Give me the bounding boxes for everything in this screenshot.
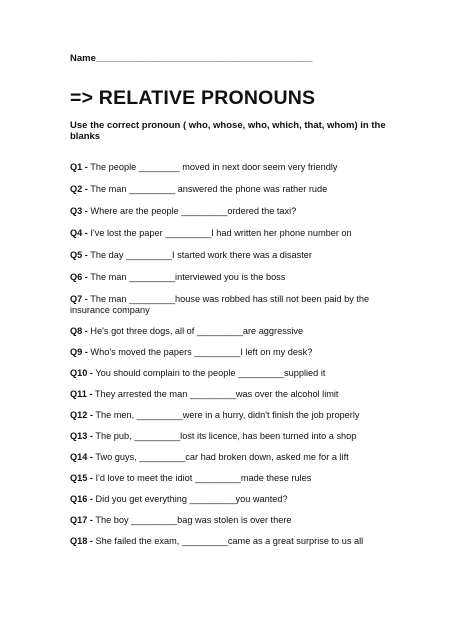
- question-item: [70, 184, 410, 195]
- question-number: Q5 -: [70, 250, 88, 260]
- question-text: I'd love to meet the idiot _________made these rules: [92, 473, 312, 483]
- question-text: The men, _________were in a hurry, didn't finish the job properly: [92, 410, 360, 420]
- question-item: [70, 294, 410, 316]
- question-text: They arrested the man _________was over the alcohol limit: [92, 389, 339, 399]
- question-text: You should complain to the people _________supplied it: [92, 368, 326, 378]
- question-text: He's got three dogs, all of _________are aggressive: [87, 326, 304, 336]
- question-item: [70, 206, 410, 217]
- question-list: [70, 162, 410, 547]
- question-text: The man _________interviewed you is the boss: [87, 272, 286, 282]
- question-number: Q17 -: [70, 515, 93, 525]
- question-item: [70, 272, 410, 283]
- question-number: Q18 -: [70, 536, 93, 546]
- question-item: [70, 162, 410, 173]
- question-number: Q2 -: [70, 184, 88, 194]
- question-number: Q12 -: [70, 410, 93, 420]
- question-number: Q16 -: [70, 494, 93, 504]
- question-item: [70, 389, 410, 400]
- question-item: [70, 410, 410, 421]
- question-item: [70, 515, 410, 526]
- question-number: Q3 -: [70, 206, 88, 216]
- question-number: Q9 -: [70, 347, 88, 357]
- question-number: Q7 -: [70, 294, 88, 304]
- question-text: Two guys, _________car had broken down, asked me for a lift: [92, 452, 349, 462]
- name-field-line: Name_________________________________________: [70, 53, 313, 64]
- question-number: Q8 -: [70, 326, 88, 336]
- question-item: [70, 368, 410, 379]
- question-text: I've lost the paper _________I had written her phone number on: [87, 228, 352, 238]
- question-number: Q14 -: [70, 452, 93, 462]
- question-item: [70, 250, 410, 261]
- question-text: Did you get everything _________you wanted?: [92, 494, 288, 504]
- question-text: The man _________ answered the phone was rather rude: [87, 184, 328, 194]
- page-title: => RELATIVE PRONOUNS: [70, 87, 316, 109]
- question-item: [70, 347, 410, 358]
- question-item: [70, 431, 410, 442]
- question-text: The man _________house was robbed has still not been paid by the insurance company: [70, 294, 370, 315]
- question-text: Where are the people _________ordered the taxi?: [87, 206, 297, 216]
- question-text: She failed the exam, _________came as a great surprise to us all: [92, 536, 364, 546]
- question-number: Q6 -: [70, 272, 88, 282]
- question-number: Q13 -: [70, 431, 93, 441]
- question-text: The people ________ moved in next door seem very friendly: [87, 162, 338, 172]
- question-text: The pub, _________lost its licence, has been turned into a shop: [92, 431, 357, 441]
- question-item: [70, 536, 410, 547]
- question-text: The boy _________bag was stolen is over there: [92, 515, 292, 525]
- instructions: Use the correct pronoun ( who, whose, who, which, that, whom) in the blanks: [70, 120, 386, 142]
- question-number: Q1 -: [70, 162, 88, 172]
- question-item: [70, 473, 410, 484]
- question-item: [70, 452, 410, 463]
- question-number: Q15 -: [70, 473, 93, 483]
- question-text: The day _________I started work there was a disaster: [87, 250, 312, 260]
- question-text: Who's moved the papers _________I left on my desk?: [87, 347, 313, 357]
- question-item: [70, 326, 410, 337]
- question-item: [70, 228, 410, 239]
- question-number: Q11 -: [70, 389, 93, 399]
- question-number: Q4 -: [70, 228, 88, 238]
- question-number: Q10 -: [70, 368, 93, 378]
- question-item: [70, 494, 410, 505]
